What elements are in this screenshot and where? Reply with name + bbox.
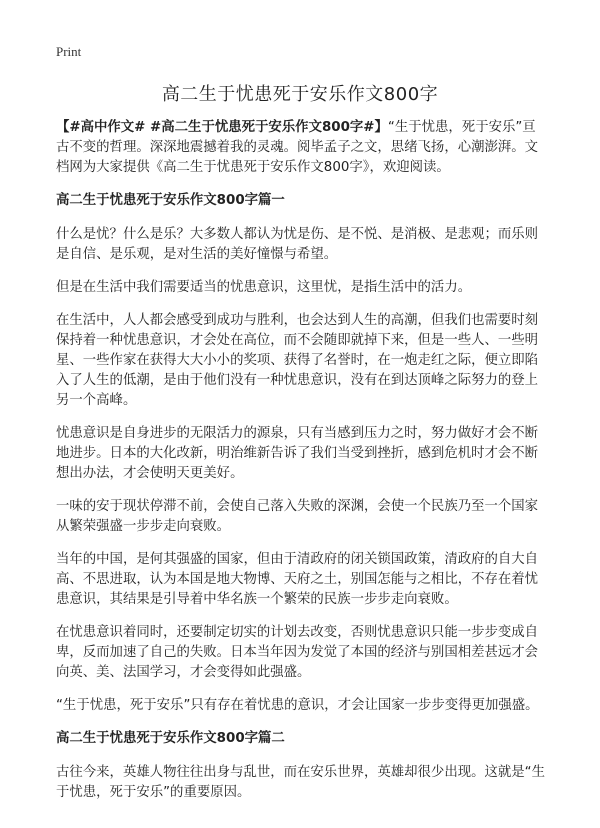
paragraph: 忧患意识是自身进步的无限活力的源泉，只有当感到压力之时，努力做好才会不断地进步。日本的大化改新，明治维新告诉了我们当受到挫折，感到危机时才会不断想出办法，才会使明天更美好。	[56, 426, 539, 481]
paragraph: 在忧患意识着同时，还要制定切实的计划去改变，否则忧患意识只能一步步变成自卑，反而加速了自己的失败。日本当年因为发觉了本国的经济与别国相差甚远才会向英、美、法国学习，才会变得如此强盛。	[56, 625, 539, 680]
document-body	[56, 118, 548, 816]
paragraph: 在生活中，人人都会感受到成功与胜利，也会达到人生的高潮，但我们也需要时刻保持着一种忧患意识，才会处在高位，而不会随即就掉下来，但是一些人、一些明星、一些作家在获得大大小小的奖项、获得了名誉时，在一炮走红之际，便立即陷入了人生的低潮，是由于他们没有一种忧患意识，没有在到达顶峰之际努力的登上另一个高峰。	[56, 313, 539, 408]
paragraph: 古往今来，英雄人物往往出身与乱世，而在安乐世界，英雄却很少出现。这就是“生于忧患，死于安乐”的重要原因。	[56, 765, 545, 800]
print-label[interactable]: Print	[56, 44, 82, 59]
section-heading-2: 高二生于忧患死于安乐作文800字篇二	[56, 731, 285, 746]
paragraph: “生于忧患，死于安乐”只有存在着忧患的意识，才会让国家一步步变得更加强盛。	[56, 698, 539, 713]
intro-text: “生于忧患，死于安乐”亘古不变的哲理。深深地震撼着我的灵魂。阅毕孟子之文，思绪飞扬，心潮澎湃。文档网为大家提供《高二生于忧患死于安乐作文800字》，欢迎阅读。	[56, 120, 539, 175]
document-title: 高二生于忧患死于安乐作文800字	[161, 84, 439, 105]
paragraph: 但是在生活中我们需要适当的忧患意识，这里忧，是指生活中的活力。	[56, 280, 472, 295]
intro-tags: 【#高中作文# #高二生于忧患死于安乐作文800字#】	[56, 120, 388, 135]
paragraph: 当年的中国，是何其强盛的国家，但由于清政府的闭关锁国政策，清政府的自大自高、不思进取，认为本国是地大物博、天府之土，别国怎能与之相比，不存在着忧患意识，其结果是引导着中华名族一个繁荣的民族一步步走向衰败。	[56, 552, 539, 607]
paragraph: 一味的安于现状停滞不前，会使自己落入失败的深渊，会使一个民族乃至一个国家从繁荣强盛一步步走向衰败。	[56, 499, 539, 534]
paragraph: 什么是忧？什么是乐？大多数人都认为忧是伤、是不悦、是消极、是悲观；而乐则是自信、是乐观，是对生活的美好憧憬与希望。	[56, 227, 539, 262]
section-heading-1: 高二生于忧患死于安乐作文800字篇一	[56, 193, 285, 208]
intro-paragraph	[56, 118, 548, 178]
